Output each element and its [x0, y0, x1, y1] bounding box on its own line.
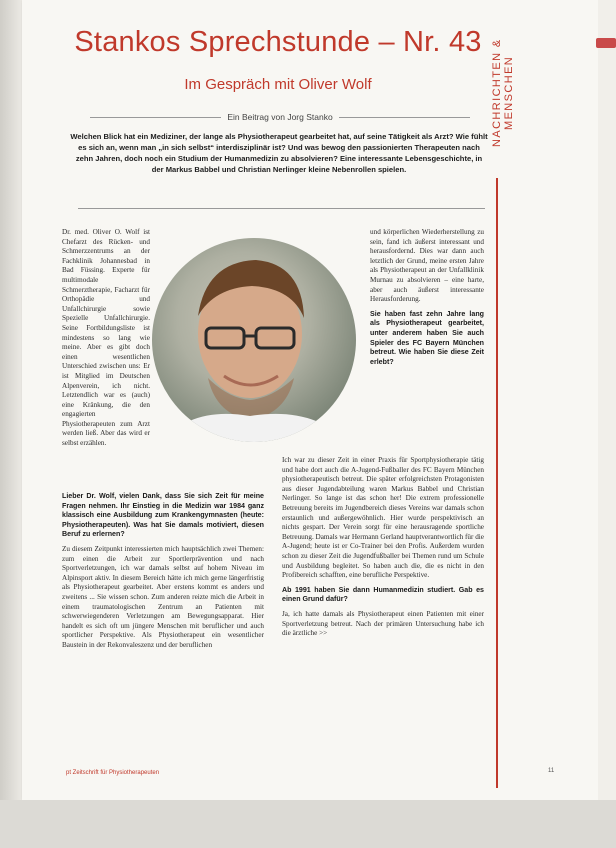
byline-text: Ein Beitrag von Jorg Stanko	[227, 112, 333, 122]
answer-1: Zu diesem Zeitpunkt interessierten mich hauptsächlich zwei Themen: zum einen die Arbeit zur Sportlerprävention und nach Sportverletzungen, ich war damals selbst auf hohem Niveau im Alpinsport aktiv. In diesem Bereich hätte ich mich gerne längerfristig als Physiotherapeut gearbeitet. Aber erstens kommt es anders und zweitens ... Sie wissen schon. Zum anderen reizte mich die Arbeit in einem traumatologischen Zentrum an Patienten mit schwerwiegenderen Verletzungen am Bewegungsapparat. Hier handelt es sich oft um jüngere Menschen mit beruflicher und auch sportlicher Perspektive. Als Physiotherapeut ein wesentlicher Baustein in der Rekonvaleszenz und der beruflichen	[62, 544, 264, 649]
lead-paragraph: Dr. med. Oliver O. Wolf ist Chefarzt des Rücken- und Schmerzzentrums an der Fachklinik Johannesbad in Bad Füssing. Experte für multimodale Schmerztherapie, Facharzt für Orthopädie und Unfallchirurgie sowie Spezielle Unfallchirurgie. Seine Fortbildungsliste ist mindestens so lang wie meine. Aber es gibt doch einen wesentlichen Unterschied zwischen uns: Er ist Mitglied im Deutschen Alpenverein, ich nicht. Letztendlich war es (auch) eine Kränkung, die den engagierten Physiotherapeuten zum Arzt werden ließ. Aber das wird er selbst erzählen.	[62, 228, 150, 448]
footer-publication: pt Zeitschrift für Physiotherapeuten	[66, 770, 160, 776]
article-subtitle: Im Gespräch mit Oliver Wolf	[184, 76, 372, 93]
byline	[90, 112, 470, 122]
intro-divider	[78, 208, 485, 209]
answer-2: Ich war zu dieser Zeit in einer Praxis für Sportphysiotherapie tätig und habe dort auch die A-Jugend-Fußballer des FC Bayern München physiotherapeutisch betreut. Die später erfolgreichsten Protagonisten aus dieser Jugendabteilung waren Markus Babbel und Christian Nerlinger. So lange ist das schon her! Die extrem professionelle Betreuung bereits im Jugendbereich dieses Vereins war damals schon erstaunlich und außergewöhnlich. Hier wurde perspektivisch an nichts gespart. Der Verein sorgt für eine herausragende sportliche Betreuung. Damals war Hermann Gerland hauptverantwortlich für die A-Jugend; heute ist er Co-Trainer bei den Profis. Außerdem wurden schon zu dieser Zeit die Jugendfußballer bei Themen rund um Schule und Ausbildung begleitet. So haben auch die, die es nicht in den Profibereich schafften, eine berufliche Perspektive.	[282, 456, 484, 580]
page-spine	[0, 0, 24, 800]
article-intro: Welchen Blick hat ein Mediziner, der lange als Physiotherapeut gearbeitet hat, auf seine Tätigkeit als Arzt? Wie fühlt es sich an, wenn man „in sich selbst“ interdisziplinär ist? Und was bewog den passionierten Therapeuten nach zehn Jahren, doch noch ein Studium der Humanmedizin zu absolvieren? Eine interessante Lebensgeschichte, in der Markus Babbel und Christian Nerlinger kleine Nebenrollen spielen.	[70, 132, 488, 174]
scan-background	[0, 800, 616, 848]
right-column	[282, 456, 484, 644]
left-column	[62, 492, 264, 656]
page-edge	[598, 0, 616, 800]
article-title: Stankos Sprechstunde – Nr. 43	[74, 26, 482, 58]
left-column-top	[62, 228, 238, 454]
question-3: Ab 1991 haben Sie dann Humanmedizin studiert. Gab es einen Grund dafür?	[282, 585, 484, 604]
byline-rule-left	[90, 117, 221, 118]
right-column-top	[370, 228, 484, 372]
section-label-text: NACHRICHTEN & MENSCHEN	[491, 38, 515, 148]
right-paragraph-1: und körperlichen Wiederherstellung zu sein, fand ich äußerst interessant und herausfordernd. Dies war dann auch letztlich der Grund, meine ersten Jahre als Physiotherapeut an der Unfallklinik Murnau zu absolvieren – eine harte, aber auch äußerst interessante Herausforderung.	[370, 228, 484, 304]
question-2: Sie haben fast zehn Jahre lang als Physiotherapeut gearbeitet, unter anderem haben Sie auch Spieler des FC Bayern München betreut. Wie haben Sie diese Zeit erlebt?	[370, 309, 484, 366]
answer-3: Ja, ich hatte damals als Physiotherapeut einen Patienten mit einer Sportverletzung betreut. Nach der primären Untersuchung habe ich die ärztliche >>	[282, 609, 484, 638]
question-1: Lieber Dr. Wolf, vielen Dank, dass Sie sich Zeit für meine Fragen nehmen. Ihr Einstieg in die Medizin war 1984 ganz klassisch eine Ausbildung zum Krankengymnasten (heute: Physiotherapeuten). Was hat Sie damals motiviert, diesen Beruf zu erlernen?	[62, 492, 264, 539]
byline-rule-right	[339, 117, 470, 118]
page-number: 11	[548, 768, 555, 774]
section-divider	[496, 178, 498, 788]
section-label	[491, 18, 519, 168]
section-tab-marker	[596, 38, 616, 48]
